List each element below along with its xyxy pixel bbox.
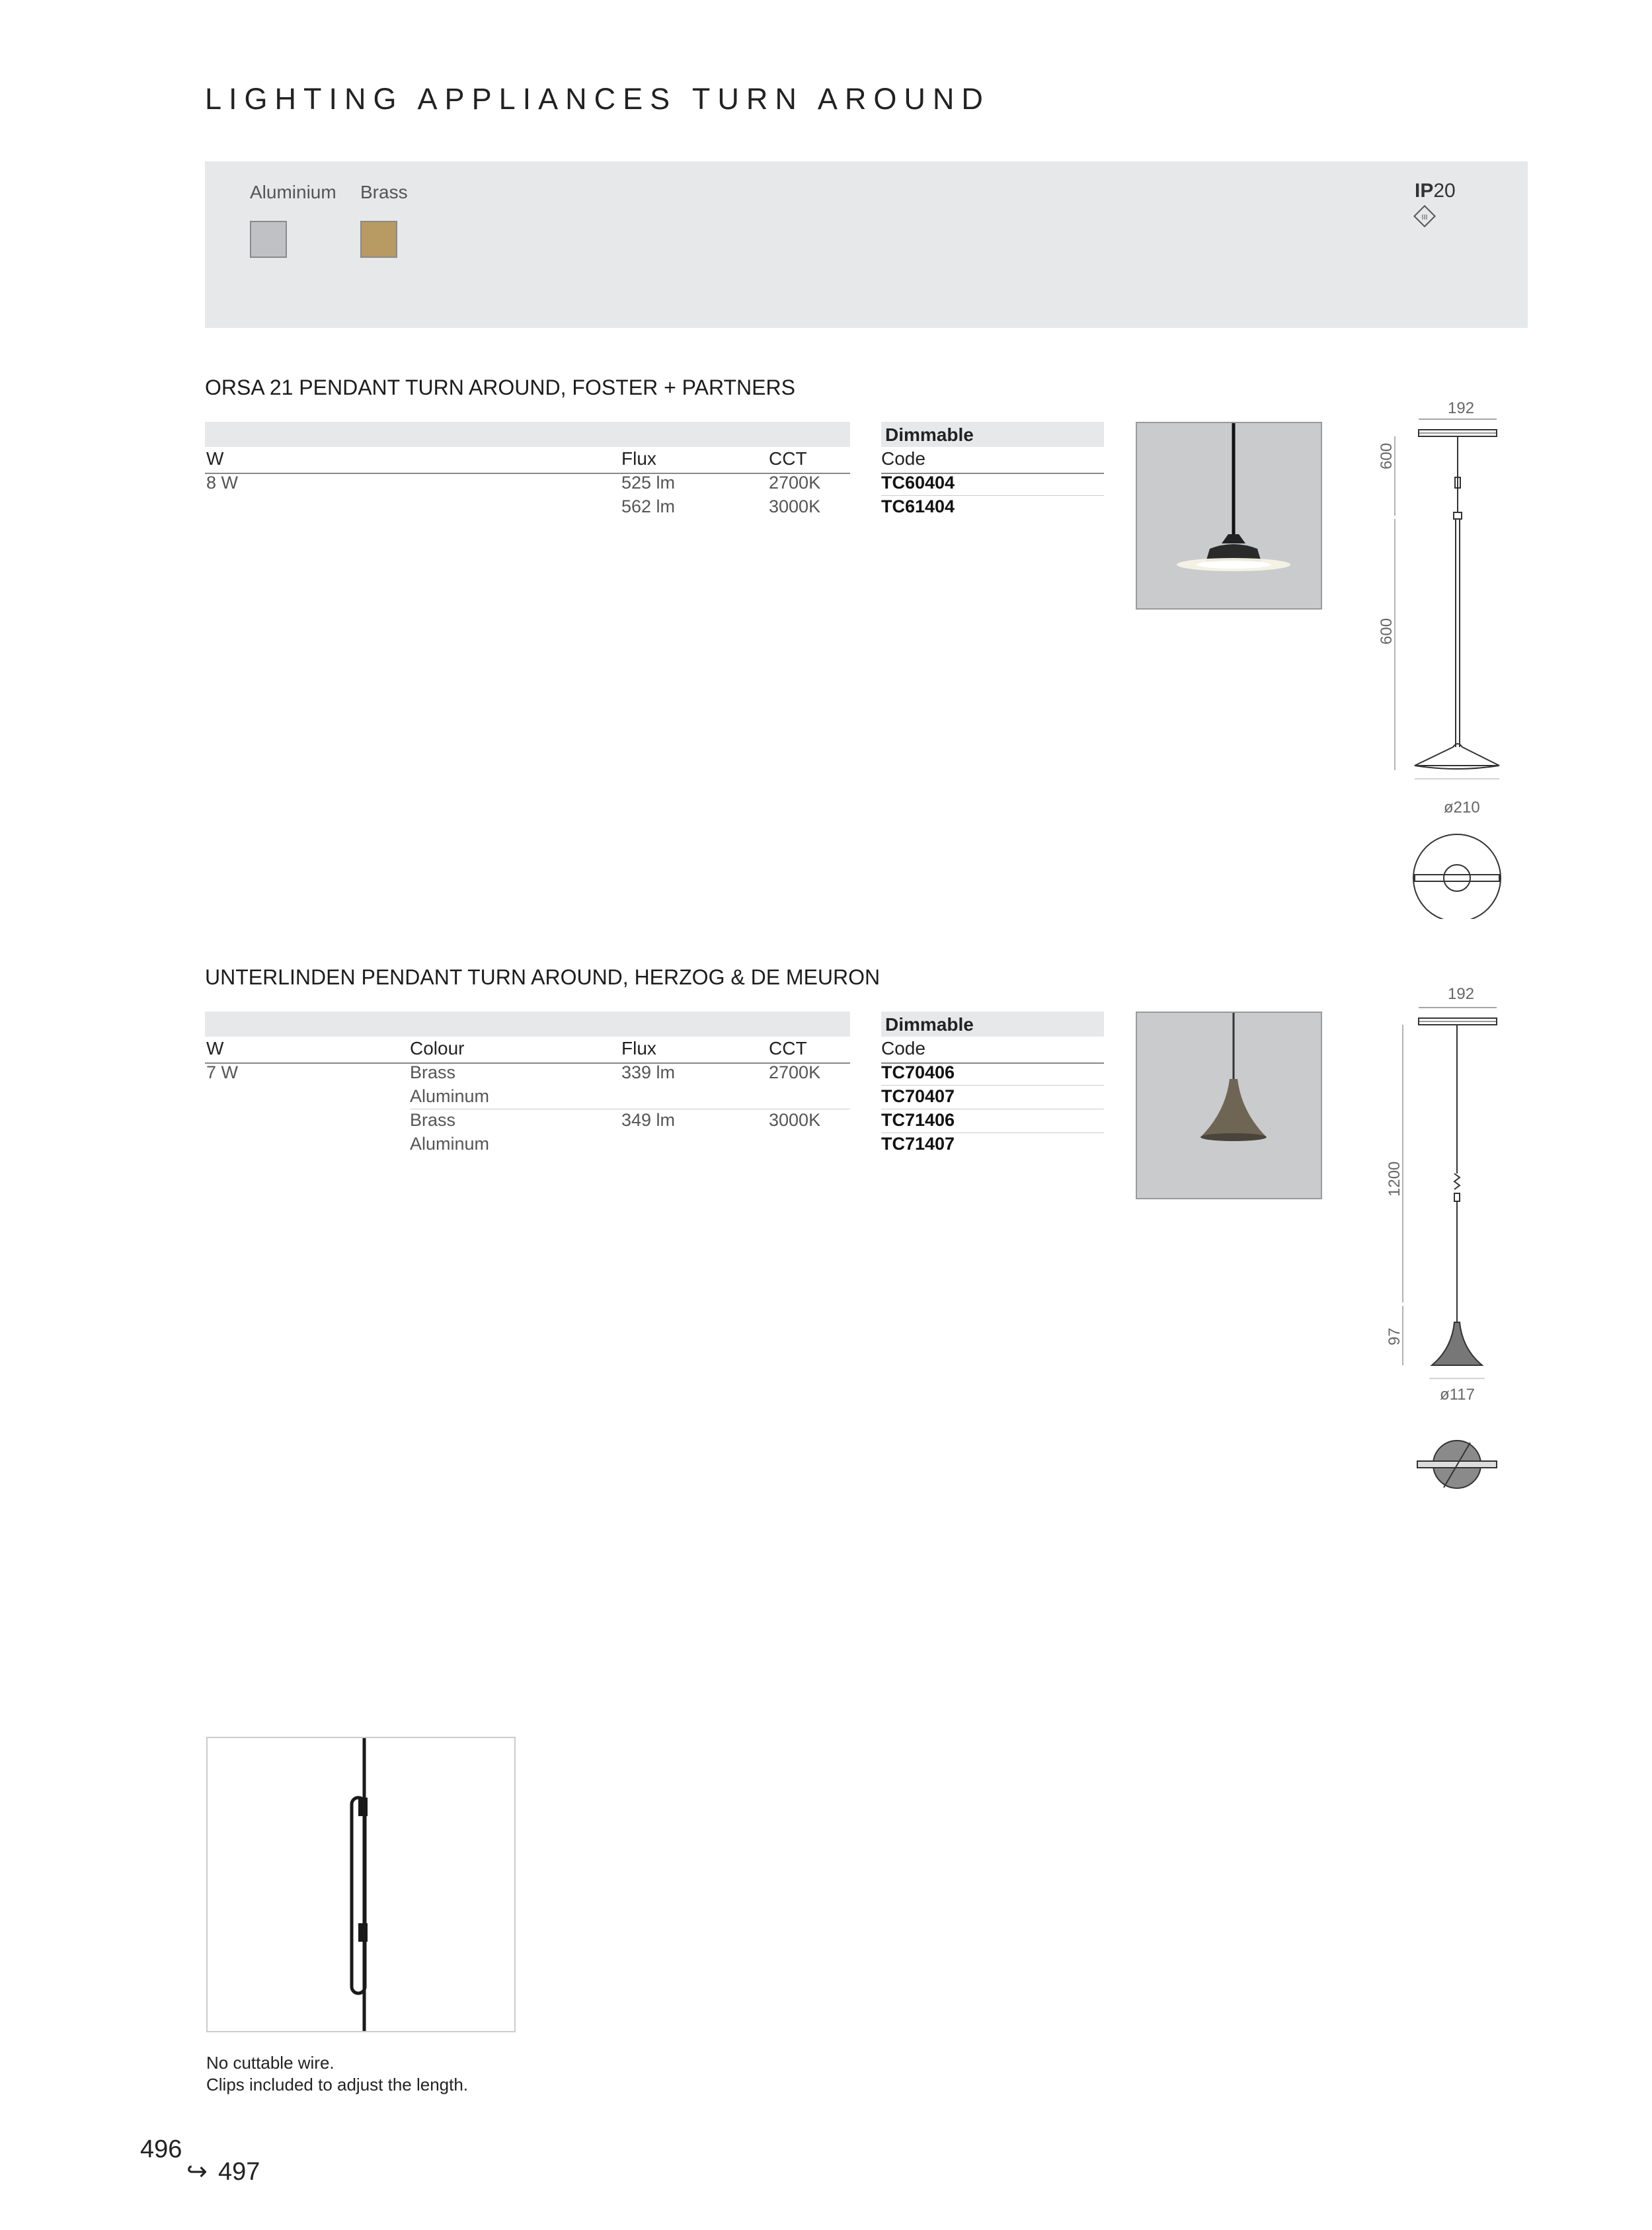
product-photo-orsa — [1136, 422, 1322, 610]
product-title-orsa: ORSA 21 PENDANT TURN AROUND, FOSTER + PARTNERS — [205, 376, 795, 399]
col-header-cct: CCT — [769, 448, 807, 469]
orsa-technical-drawing — [1388, 417, 1520, 919]
dim-lower-height: 600 — [1378, 617, 1396, 645]
next-page-arrow-icon[interactable]: ↪ — [186, 2158, 208, 2186]
table-header-bar — [205, 1012, 850, 1037]
cell-cct: 3000K — [769, 497, 821, 516]
cell-colour: Brass — [410, 1062, 456, 1082]
col-header-code: Code — [881, 448, 925, 469]
orsa-lamp-image — [1137, 423, 1321, 608]
page-title: LIGHTING APPLIANCES TURN AROUND — [205, 82, 990, 116]
dimmable-label: Dimmable — [885, 424, 974, 445]
col-header-w: W — [206, 448, 224, 469]
dim-diameter: ø210 — [1444, 799, 1480, 816]
cable-clip-detail-image — [206, 1737, 516, 2032]
row-divider — [881, 495, 1104, 496]
ip-rating: IP20 — [1415, 180, 1456, 202]
dim-diameter: ø117 — [1440, 1386, 1475, 1404]
table-header-bar — [205, 422, 850, 447]
table-rule — [205, 473, 850, 474]
cell-colour: Brass — [410, 1110, 456, 1130]
col-header-flux: Flux — [621, 1038, 656, 1058]
cell-w: 8 W — [206, 473, 239, 493]
product-photo-unterlinden — [1136, 1012, 1322, 1199]
cell-flux: 562 lm — [621, 497, 676, 516]
table-rule — [205, 1062, 850, 1064]
finish-label-brass: Brass — [360, 182, 408, 202]
dim-cable-height: 1200 — [1386, 1161, 1403, 1197]
cable-note — [206, 2052, 468, 2096]
dim-shade-height: 97 — [1386, 1328, 1403, 1345]
dim-top-width: 192 — [1448, 399, 1475, 417]
note-line-1: No cuttable wire. — [206, 2053, 334, 2073]
cell-code: TC60404 — [881, 473, 955, 493]
col-header-cct: CCT — [769, 1038, 807, 1058]
cell-colour: Aluminum — [410, 1134, 490, 1154]
finish-label-aluminium: Aluminium — [250, 182, 336, 202]
cell-code: TC70406 — [881, 1062, 955, 1082]
svg-text:III: III — [1421, 214, 1428, 221]
cable-clip-illustration — [208, 1738, 514, 2031]
protection-class-icon — [1412, 204, 1438, 230]
cell-colour: Aluminum — [410, 1086, 490, 1106]
cell-code: TC71406 — [881, 1110, 955, 1130]
col-header-colour: Colour — [410, 1038, 465, 1058]
cell-code: TC61404 — [881, 497, 955, 516]
product-title-unterlinden: UNTERLINDEN PENDANT TURN AROUND, HERZOG & DE MEURON — [205, 965, 881, 989]
dim-top-width: 192 — [1448, 985, 1475, 1003]
finish-swatch-aluminium — [250, 221, 287, 258]
cell-cct: 3000K — [769, 1110, 821, 1130]
note-line-2: Clips included to adjust the length. — [206, 2075, 469, 2094]
dim-upper-height: 600 — [1378, 442, 1396, 469]
row-divider — [881, 1085, 1104, 1086]
cell-w: 7 W — [206, 1062, 239, 1082]
cell-code: TC70407 — [881, 1086, 955, 1106]
cell-flux: 339 lm — [621, 1062, 676, 1082]
cell-cct: 2700K — [769, 1062, 821, 1082]
cell-flux: 525 lm — [621, 473, 676, 493]
cell-flux: 349 lm — [621, 1110, 676, 1130]
page-number-next[interactable]: 497 — [218, 2158, 260, 2186]
col-header-code: Code — [881, 1038, 925, 1058]
cell-cct: 2700K — [769, 473, 821, 493]
finish-swatch-brass — [360, 221, 397, 258]
dimmable-label: Dimmable — [885, 1014, 974, 1035]
unterlinden-technical-drawing — [1388, 1005, 1520, 1507]
cell-code: TC71407 — [881, 1134, 955, 1154]
col-header-flux: Flux — [621, 448, 656, 469]
unterlinden-lamp-image — [1137, 1013, 1321, 1198]
col-header-w: W — [206, 1038, 224, 1058]
page-number-current: 496 — [140, 2135, 182, 2163]
